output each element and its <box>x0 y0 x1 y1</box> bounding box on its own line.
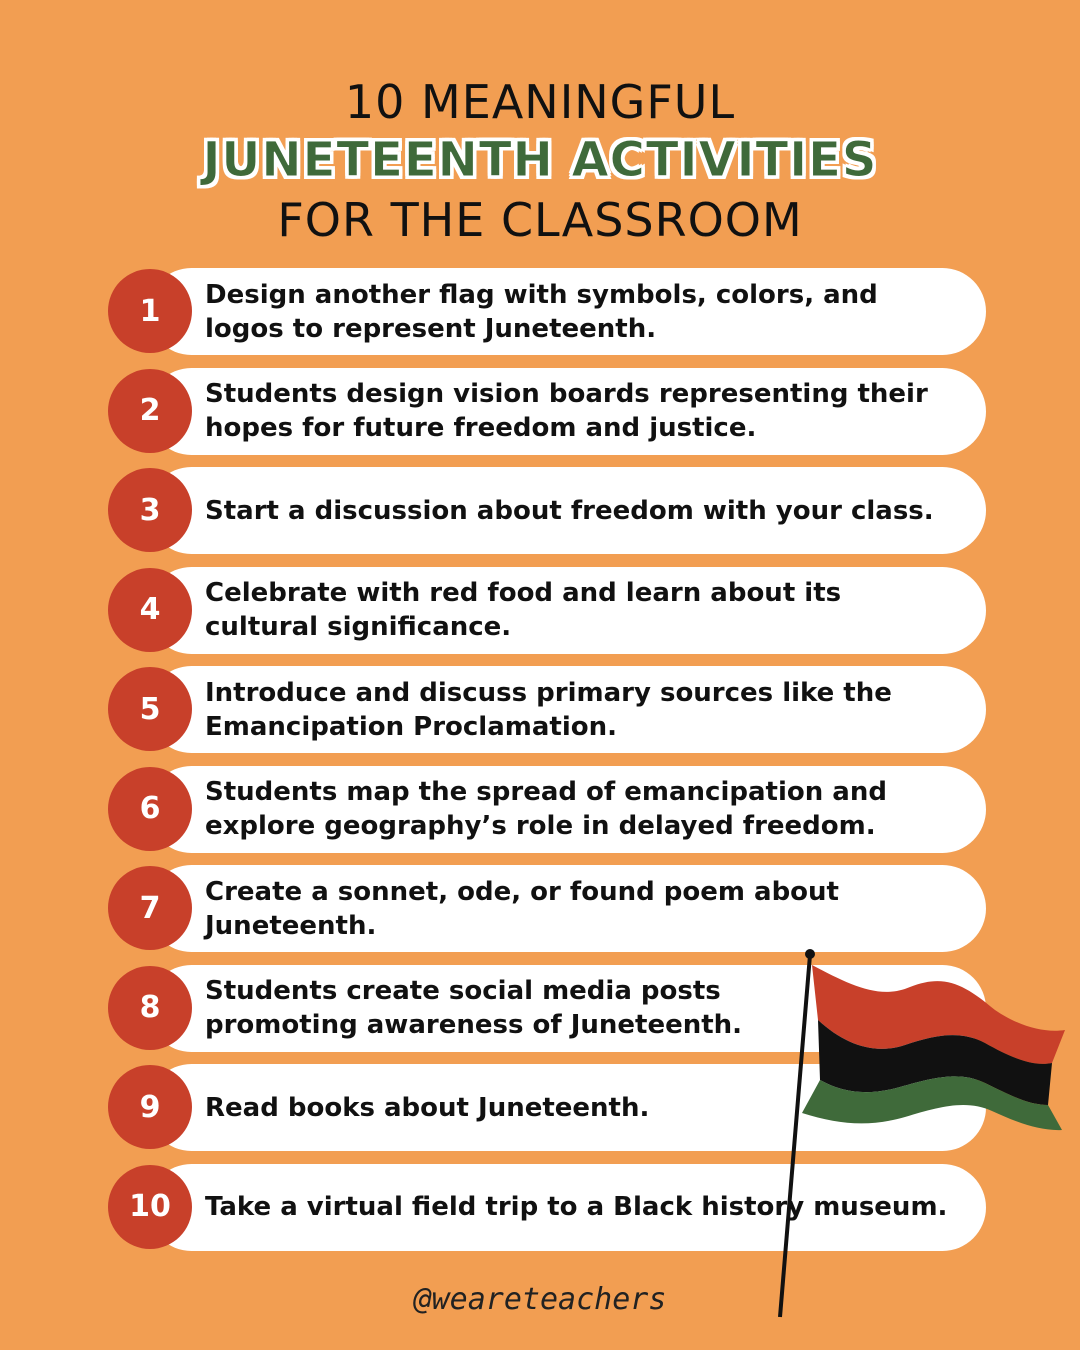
social-handle: @weareteachers <box>413 1282 667 1317</box>
item-text: Start a discussion about freedom with your class. <box>205 495 934 526</box>
title-block <box>0 72 1080 252</box>
item-text: Read books about Juneteenth. <box>205 1092 650 1123</box>
item-text: Students map the spread of emancipation and explore geography’s role in delayed freedom. <box>205 777 887 841</box>
title-line-1: 10 MEANINGFUL <box>344 75 736 129</box>
item-text: Introduce and discuss primary sources like the Emancipation Proclamation. <box>205 677 892 742</box>
item-number-badge: 2 <box>108 369 192 453</box>
list-item <box>108 865 986 952</box>
item-number-badge: 6 <box>108 767 192 851</box>
item-text: Design another flag with symbols, colors, and logos to represent Juneteenth. <box>205 279 878 344</box>
list-item <box>108 368 986 455</box>
item-number-badge: 3 <box>108 468 192 552</box>
item-text: Create a sonnet, ode, or found poem about Juneteenth. <box>205 876 839 941</box>
item-number-badge: 7 <box>108 866 192 950</box>
item-number-badge: 1 <box>108 269 192 353</box>
pan-african-flag-icon <box>770 945 1070 1325</box>
item-number-badge: 10 <box>108 1165 192 1249</box>
item-text: Students design vision boards representing their hopes for future freedom and justice. <box>205 379 928 443</box>
item-number-badge: 4 <box>108 568 192 652</box>
item-text: Celebrate with red food and learn about its cultural significance. <box>205 578 842 642</box>
title-line-2: JUNETEENTH ACTIVITIES <box>202 132 878 188</box>
list-item <box>108 666 986 753</box>
item-number-badge: 5 <box>108 667 192 751</box>
list-item <box>108 567 986 654</box>
item-text: Students create social media posts promoting awareness of Juneteenth. <box>205 976 743 1040</box>
item-text: Take a virtual field trip to a Black history museum. <box>205 1192 948 1222</box>
list-item <box>108 268 986 355</box>
item-number-badge: 9 <box>108 1065 192 1149</box>
list-item <box>108 467 986 554</box>
list-item <box>108 766 986 853</box>
title-line-3: FOR THE CLASSROOM <box>277 193 803 247</box>
item-number-badge: 8 <box>108 966 192 1050</box>
